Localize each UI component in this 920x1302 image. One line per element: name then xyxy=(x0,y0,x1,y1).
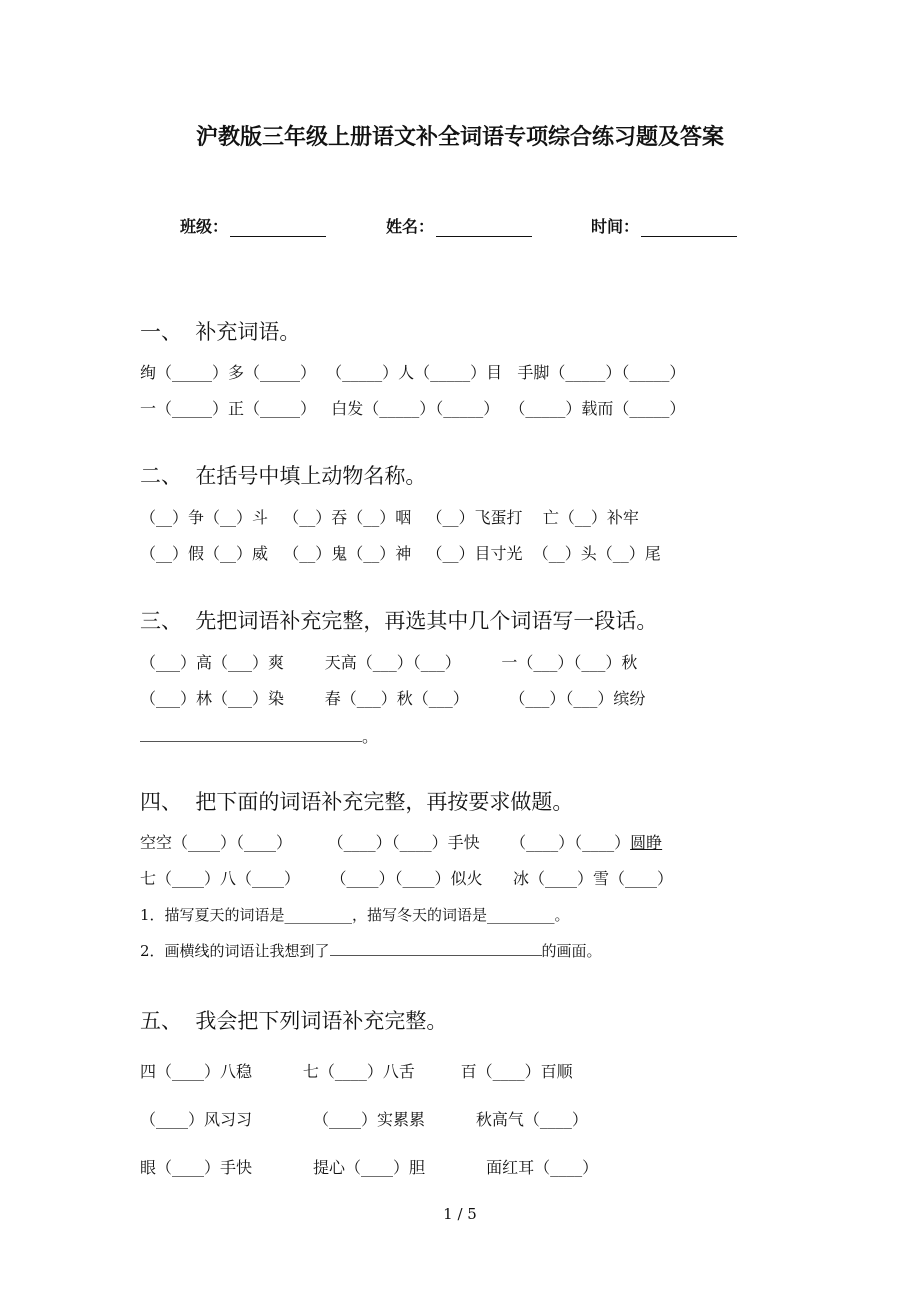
question-2-prefix: 2．画横线的词语让我想到了 xyxy=(140,942,330,960)
time-label: 时间： xyxy=(591,217,640,236)
section-2-line-2: （__）假（__）威 （__）鬼（__）神 （__）目寸光 （__）头（__）尾 xyxy=(140,544,661,563)
section-1-heading: 一、 补充词语。 xyxy=(140,320,301,344)
section-4-line-1-text: 空空（____）（____） （____）（____）手快 （____）（____） xyxy=(140,833,631,852)
question-1: 1．描写夏天的词语是_________，描写冬天的词语是_________。 xyxy=(140,906,570,924)
question-2 xyxy=(140,940,602,961)
class-blank[interactable] xyxy=(230,220,326,237)
section-5-line-3: 眼（____）手快 提心（____）胆 面红耳（____） xyxy=(140,1158,599,1177)
writing-line[interactable] xyxy=(140,740,362,742)
section-5-line-2: （____）风习习 （____）实累累 秋高气（____） xyxy=(140,1110,588,1129)
section-2-line-1: （__）争（__）斗 （__）吞（__）咽 （__）飞蛋打 亡（__）补牢 xyxy=(140,508,639,527)
time-blank[interactable] xyxy=(641,220,737,237)
page-title: 沪教版三年级上册语文补全词语专项综合练习题及答案 xyxy=(195,124,724,150)
name-blank[interactable] xyxy=(436,220,532,237)
section-5-heading: 五、 我会把下列词语补充完整。 xyxy=(140,1009,448,1033)
class-field xyxy=(180,214,326,237)
class-label: 班级： xyxy=(180,217,229,236)
name-label: 姓名： xyxy=(386,217,435,236)
section-3-line-1: （___）高（___）爽 天高（___）（___） 一（___）（___）秋 xyxy=(140,653,638,672)
section-4-line-2: 七（____）八（____） （____）（____）似火 冰（____）雪（____） xyxy=(140,869,674,888)
question-2-suffix: 的画面。 xyxy=(541,942,602,960)
question-2-blank[interactable] xyxy=(330,941,542,956)
time-field xyxy=(591,214,737,237)
section-3-line-2: （___）林（___）染 春（___）秋（___） （___）（___）缤纷 xyxy=(140,689,646,708)
writing-line-end: 。 xyxy=(362,727,379,746)
section-1-line-2: 一（_____）正（_____） 白发（_____）（_____） （_____）载而（_____） xyxy=(140,399,686,418)
underlined-word: 圆睁 xyxy=(630,833,663,852)
page-number: 1 / 5 xyxy=(443,1205,477,1223)
section-3-heading: 三、 先把词语补充完整，再选其中几个词语写一段话。 xyxy=(140,609,658,633)
section-1-line-1: 绚（_____）多（_____） （_____）人（_____）目 手脚（_____）（_____） xyxy=(140,363,686,382)
section-5-line-1: 四（____）八稳 七（____）八舌 百（____）百顺 xyxy=(140,1062,573,1081)
section-4-heading: 四、 把下面的词语补充完整，再按要求做题。 xyxy=(140,790,574,814)
section-2-heading: 二、 在括号中填上动物名称。 xyxy=(140,464,427,488)
section-4-line-1 xyxy=(140,830,662,853)
name-field xyxy=(386,214,532,237)
